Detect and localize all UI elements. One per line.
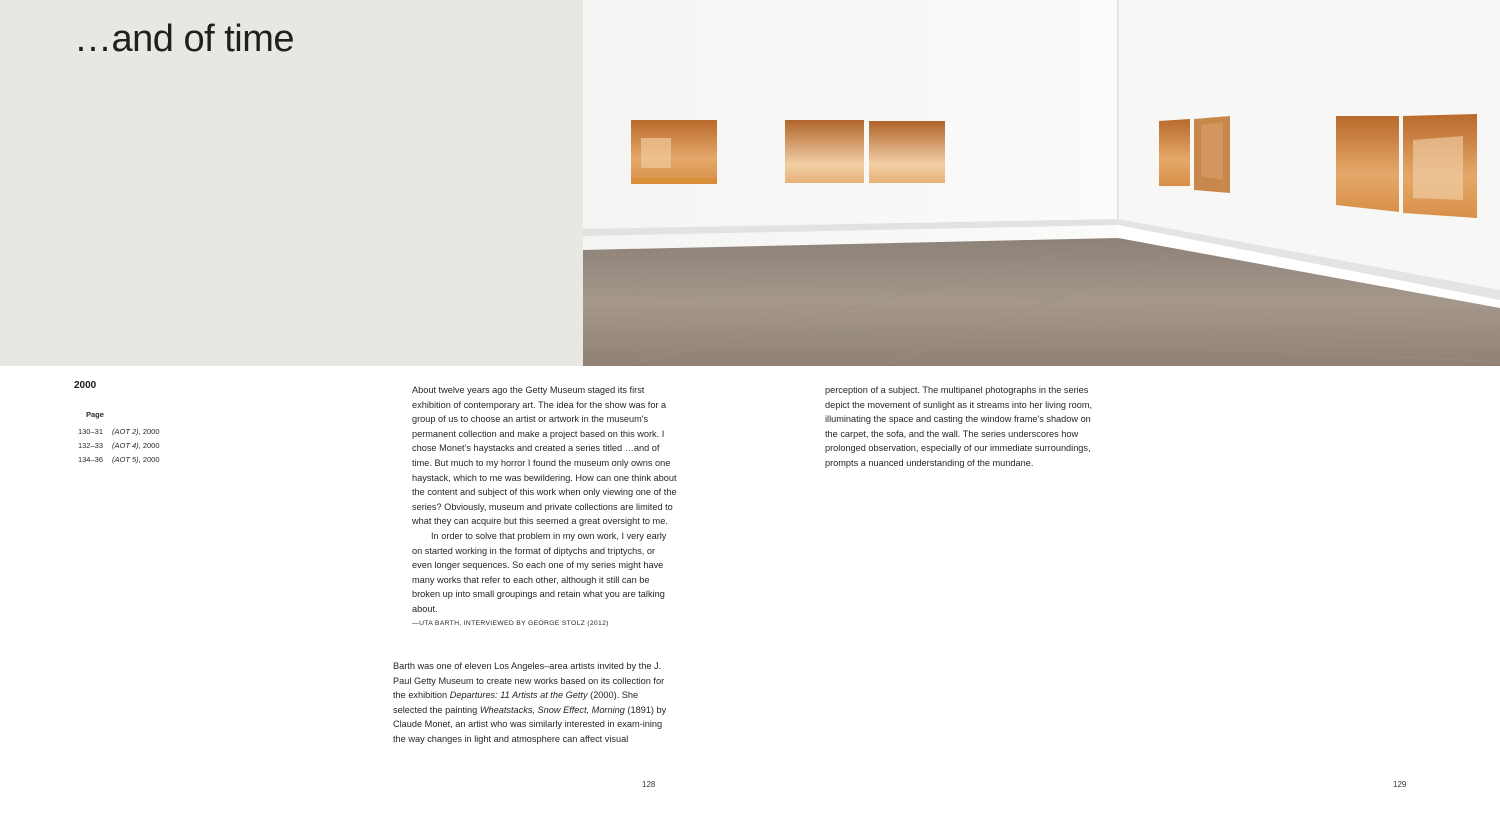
works-index-pages: 134–36 bbox=[77, 455, 103, 464]
works-index-pages: 132–33 bbox=[77, 441, 103, 450]
works-index-row bbox=[74, 439, 160, 453]
essay-text-run: (1891) by Claude Monet, an artist who was similarly interested in exam-ining the way changes in light and atmosphere can affect visual bbox=[393, 704, 667, 744]
quote-attribution: —UTA BARTH, INTERVIEWED BY GEORGE STOLZ (2012) bbox=[412, 619, 609, 627]
works-index-year: , 2000 bbox=[138, 427, 160, 436]
page-number-left: 128 bbox=[642, 780, 656, 789]
works-index-title: (AOT 2) bbox=[112, 427, 139, 436]
essay-continued bbox=[825, 383, 1105, 471]
works-index-year: , 2000 bbox=[138, 455, 160, 464]
essay-text-run: (2000). She selected the painting bbox=[393, 690, 639, 715]
works-index-title: (AOT 4) bbox=[112, 441, 139, 450]
title-panel bbox=[0, 0, 583, 366]
essay-paragraph bbox=[393, 659, 668, 747]
works-index bbox=[74, 425, 160, 467]
page-number-right: 129 bbox=[1393, 780, 1407, 789]
quote-paragraph: About twelve years ago the Getty Museum staged its first exhibition of contemporary art. The idea for the show was for a group of us to choose an artist or artwork in the museum's permanent collection and make a project based on this work. I chose Monet's haystacks and created a series titled …and of time. But much to my horror I found the museum only owns one haystack, which to me was bewildering. How can one think about the content and subject of this work when only viewing one of the series? Obviously, museum and private collections are limited to what they can acquire but this seemed a great oversight to me. bbox=[412, 385, 677, 527]
works-index-title: (AOT 5) bbox=[112, 455, 139, 464]
exhibition-title: Departures: 11 Artists at the Getty bbox=[449, 690, 588, 701]
section-title: …and of time bbox=[74, 18, 294, 60]
works-index-header: Page bbox=[86, 410, 104, 419]
year-heading: 2000 bbox=[74, 380, 97, 391]
works-index-year: , 2000 bbox=[138, 441, 160, 450]
works-index-row bbox=[74, 453, 160, 467]
works-index-pages: 130–31 bbox=[77, 427, 103, 436]
gallery-installation-photo bbox=[583, 0, 1500, 366]
quote-paragraph: In order to solve that problem in my own work, I very early on started working in the format of diptychs and triptychs, or even longer sequences. So each one of my series might have many works that refer to each other, although it still can be broken up into small groupings and retain what you are talking about. bbox=[412, 530, 667, 614]
essay-text bbox=[393, 659, 668, 747]
artist-quote bbox=[412, 383, 677, 631]
works-index-row bbox=[74, 425, 160, 439]
painting-title: Wheatstacks, Snow Effect, Morning bbox=[479, 704, 625, 715]
essay-text-run: Barth was one of eleven Los Angeles–area artists invited by the J. Paul Getty Museum to create new works based on its collection for the exhibition bbox=[393, 661, 665, 701]
essay-paragraph: perception of a subject. The multipanel photographs in the series depict the movement of sunlight as it streams into her living room, illuminating the space and casting the window frame's shadow on the carpet, the sofa, and the wall. The series underscores how prolonged observation, especially of our immediate surroundings, prompts a nuanced understanding of the mundane. bbox=[825, 385, 1093, 468]
